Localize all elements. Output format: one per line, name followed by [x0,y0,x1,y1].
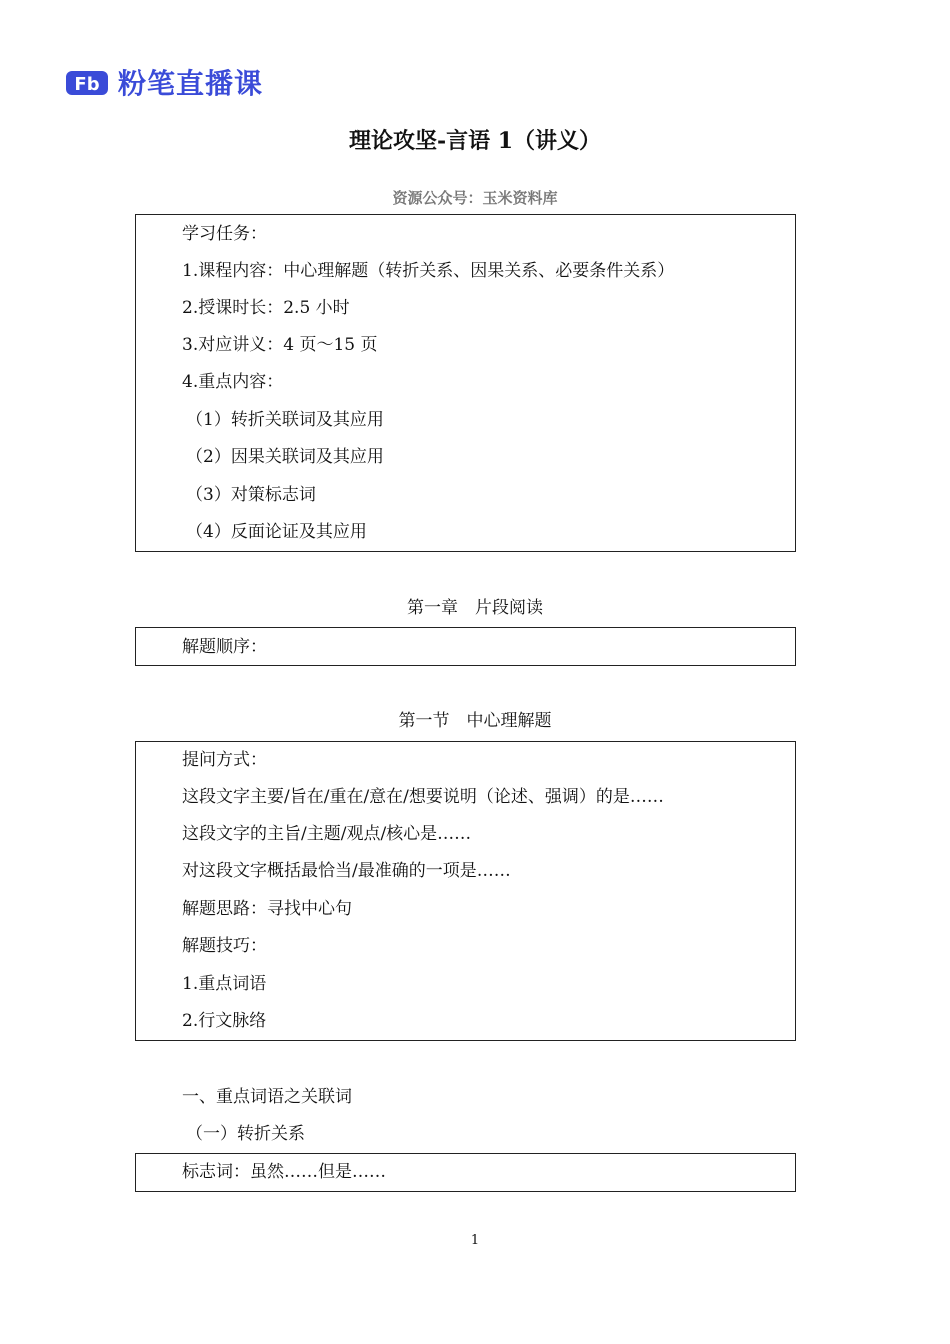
task-line: （2）因果关联词及其应用 [186,447,384,467]
logo-text: 粉笔直播课 [118,67,264,100]
method-line: 1.重点词语 [182,974,267,994]
marker-word-text: 标志词：虽然……但是…… [182,1162,386,1182]
chapter-heading: 第一章 片段阅读 [407,598,543,618]
solving-order-text: 解题顺序： [182,637,267,657]
task-line: 4.重点内容： [182,372,284,392]
fb-logo-icon [66,65,108,99]
task-line: 学习任务： [182,224,267,244]
task-line: （3）对策标志词 [186,485,316,505]
method-line: 对这段文字概括最恰当/最准确的一项是…… [182,861,511,881]
task-line: 2.授课时长：2.5 小时 [182,298,350,318]
page-number: 1 [470,1233,480,1248]
task-line: （4）反面论证及其应用 [186,522,367,542]
logo-mark-text: Fb [74,74,100,95]
method-line: 这段文字的主旨/主题/观点/核心是…… [182,824,472,844]
method-line: 这段文字主要/旨在/重在/意在/想要说明（论述、强调）的是…… [182,787,664,807]
question-method-box [135,741,796,1041]
subheading-keywords: 一、重点词语之关联词 [182,1087,352,1107]
task-line: （1）转折关联词及其应用 [186,410,384,430]
source-note: 资源公众号：玉米资料库 [392,189,558,207]
subheading-adversative: （一）转折关系 [186,1124,305,1144]
method-line: 解题思路：寻找中心句 [182,899,352,919]
method-line: 提问方式： [182,750,267,770]
document-title: 理论攻坚-言语 1（讲义） [348,128,602,154]
brand-logo [66,62,263,102]
method-line: 解题技巧： [182,936,267,956]
section-heading: 第一节 中心理解题 [398,711,552,731]
task-line: 3.对应讲义：4 页～15 页 [182,335,378,355]
method-line: 2.行文脉络 [182,1011,267,1031]
task-line: 1.课程内容：中心理解题（转折关系、因果关系、必要条件关系） [182,261,675,281]
